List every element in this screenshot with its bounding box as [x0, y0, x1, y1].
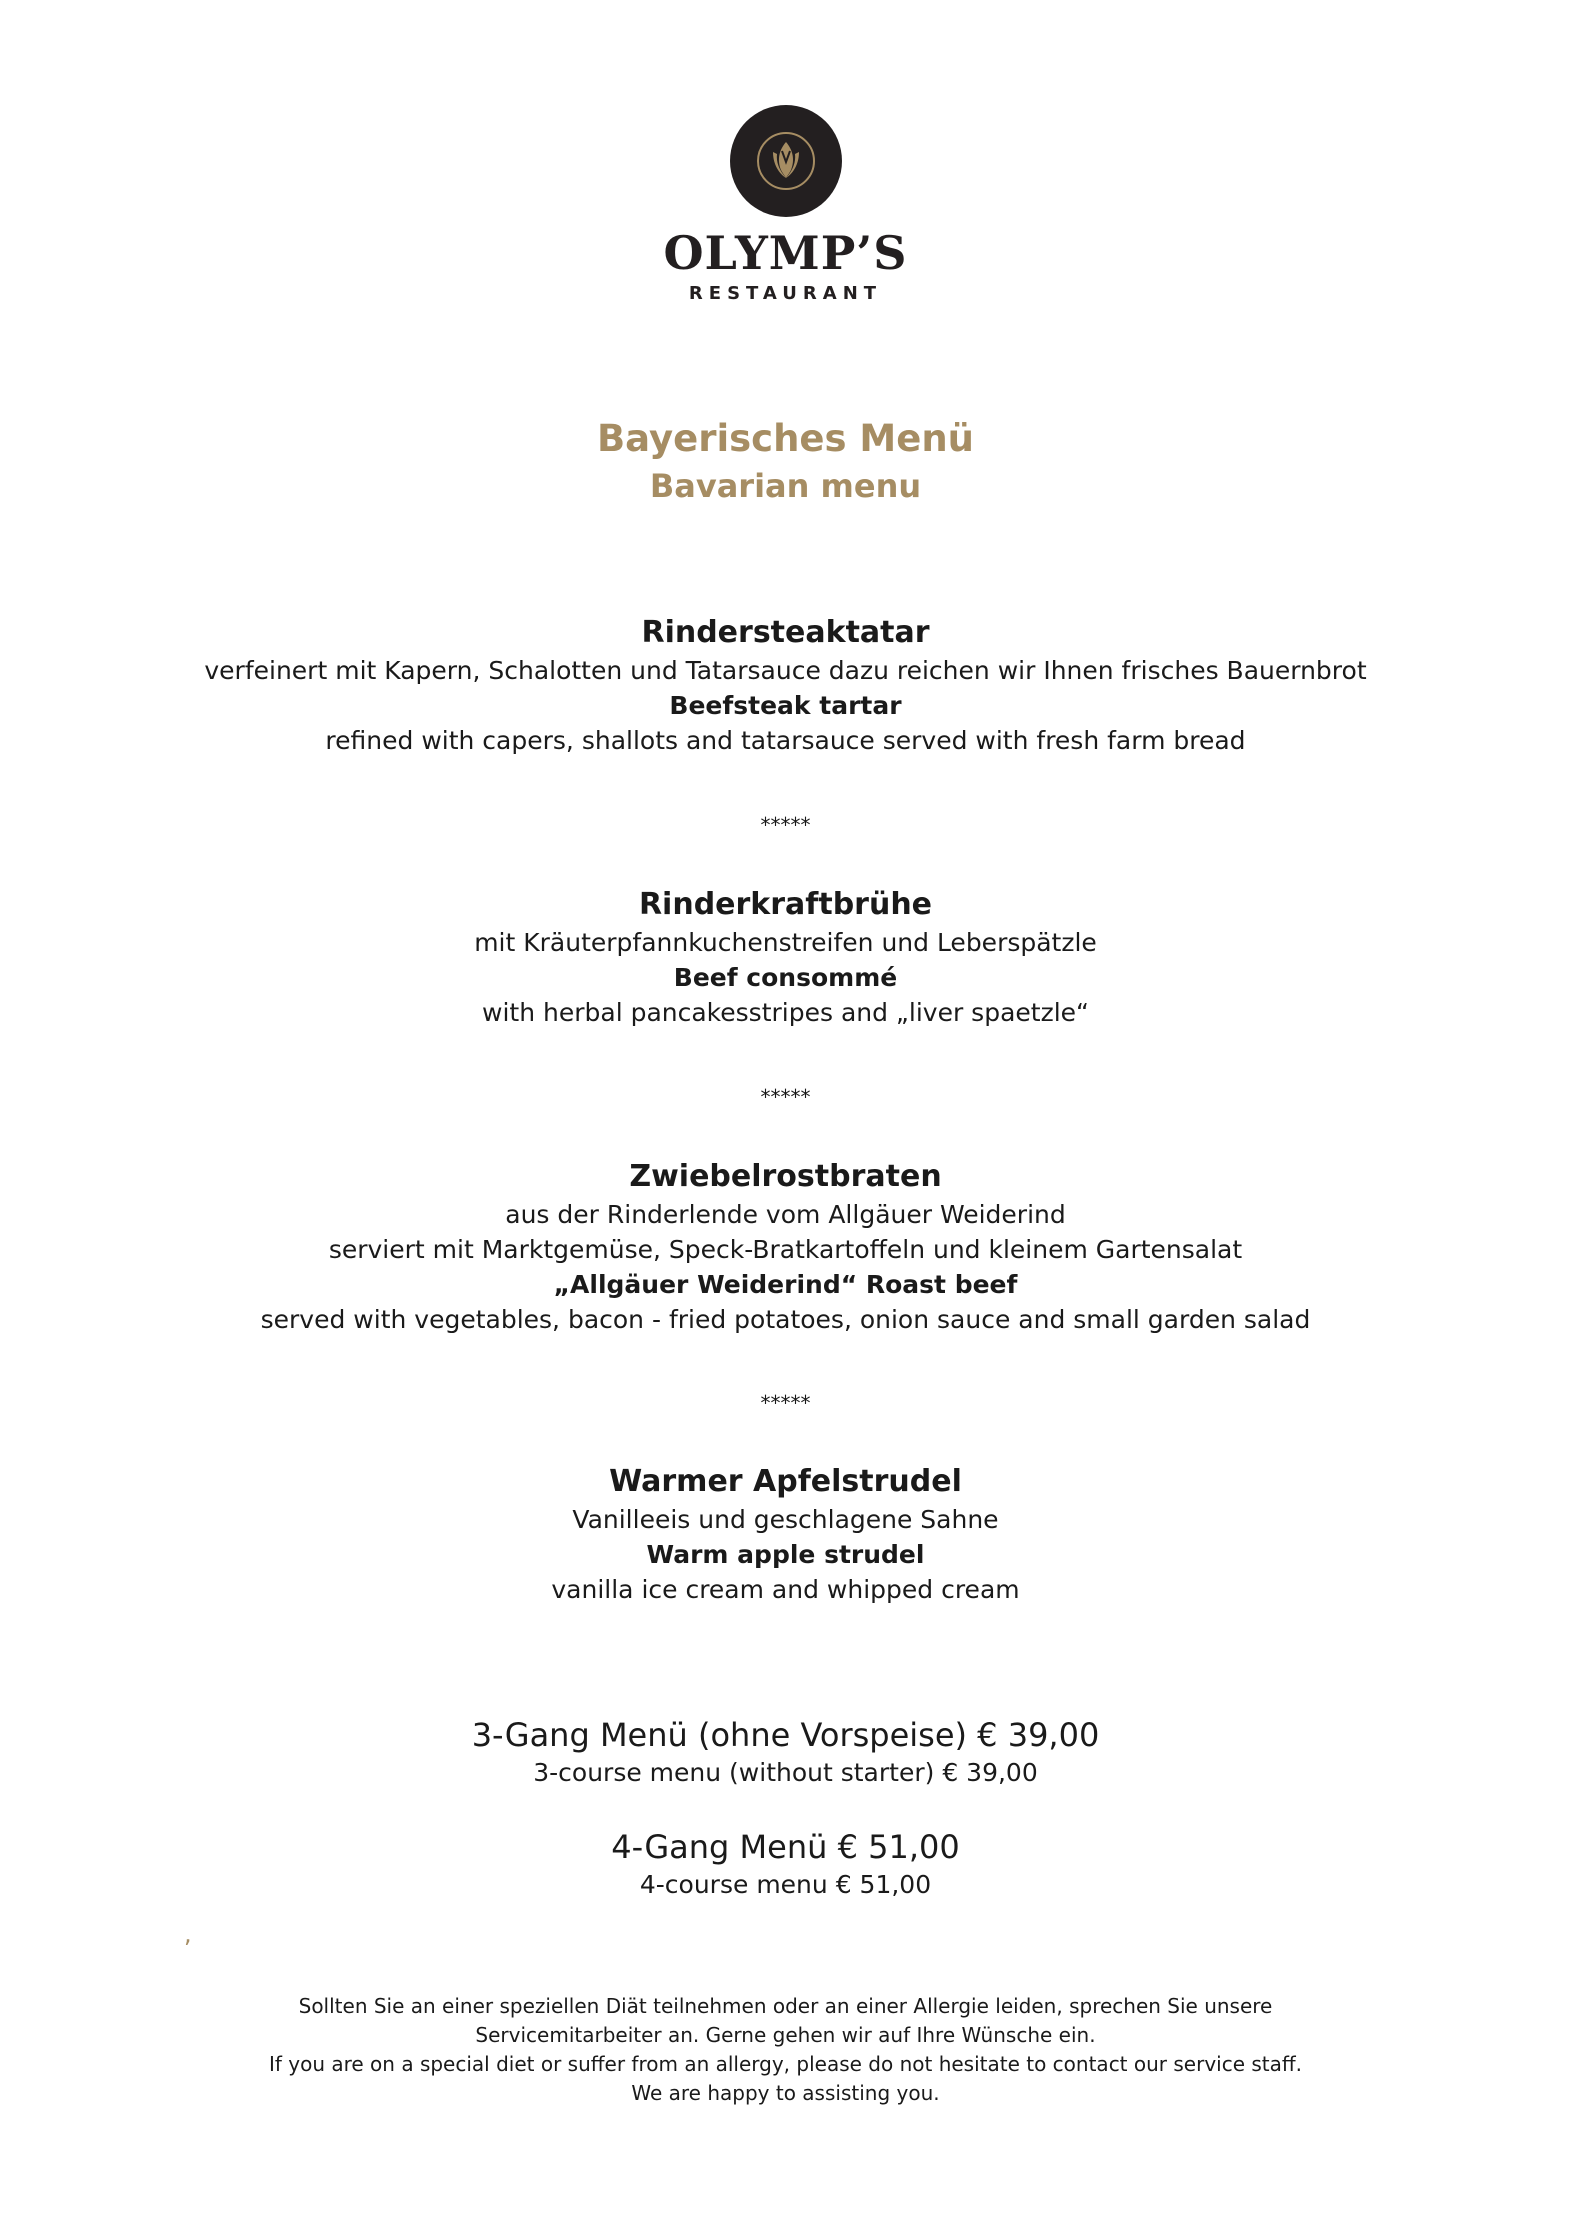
course-desc-de: Vanilleeis und geschlagene Sahne [572, 1505, 999, 1534]
course-name-en: Beefsteak tartar [669, 691, 902, 720]
course-starter [0, 613, 1571, 758]
course-separator: ***** [760, 813, 811, 837]
logo-subtitle: RESTAURANT [688, 282, 883, 304]
tulip-emblem-icon [729, 104, 843, 218]
price-4-course [0, 1826, 1571, 1902]
course-name-de: Zwiebelrostbraten [629, 1159, 942, 1194]
logo-name: OLYMP’S [663, 226, 908, 280]
course-desc-en: with herbal pancakesstripes and „liver spaetzle“ [482, 998, 1089, 1027]
allergy-notice-line: Sollten Sie an einer speziellen Diät teilnehmen oder an einer Allergie leiden, sprechen Sie unsere [298, 1994, 1273, 2018]
course-separator: ***** [760, 1391, 811, 1415]
course-desc-en: served with vegetables, bacon - fried potatoes, onion sauce and small garden salad [260, 1305, 1311, 1334]
allergy-notice-line: Servicemitarbeiter an. Gerne gehen wir auf Ihre Wünsche ein. [475, 2023, 1096, 2047]
course-soup [0, 885, 1571, 1030]
allergy-notice [0, 1992, 1571, 2108]
price-en: 4-course menu € 51,00 [639, 1870, 932, 1899]
course-dessert [0, 1462, 1571, 1607]
restaurant-logo [0, 104, 1571, 304]
course-name-en: Warm apple strudel [646, 1540, 925, 1569]
course-name-de: Rinderkraftbrühe [638, 887, 933, 922]
price-de: 4-Gang Menü € 51,00 [611, 1828, 960, 1866]
course-name-en: Beef consommé [673, 963, 898, 992]
menu-title-de: Bayerisches Menü [596, 417, 975, 460]
menu-title-en: Bavarian menu [649, 467, 922, 505]
course-desc-en: vanilla ice cream and whipped cream [551, 1575, 1020, 1604]
course-name-de: Rindersteaktatar [641, 615, 930, 650]
stray-mark: , [184, 1920, 192, 1948]
course-desc-de: serviert mit Marktgemüse, Speck-Bratkartoffeln und kleinem Gartensalat [328, 1235, 1243, 1264]
allergy-notice-line: If you are on a special diet or suffer from an allergy, please do not hesitate to contact our service staff. [268, 2052, 1303, 2076]
course-desc-de: mit Kräuterpfannkuchenstreifen und Leberspätzle [474, 928, 1097, 957]
allergy-notice-line: We are happy to assisting you. [631, 2081, 940, 2105]
course-desc-en: refined with capers, shallots and tatarsauce served with fresh farm bread [325, 726, 1246, 755]
price-en: 3-course menu (without starter) € 39,00 [533, 1758, 1038, 1787]
price-3-course [0, 1714, 1571, 1790]
price-de: 3-Gang Menü (ohne Vorspeise) € 39,00 [471, 1716, 1100, 1754]
course-name-en: „Allgäuer Weiderind“ Roast beef [553, 1270, 1018, 1299]
course-desc-de: aus der Rinderlende vom Allgäuer Weiderind [505, 1200, 1066, 1229]
course-separator: ***** [760, 1085, 811, 1109]
course-name-de: Warmer Apfelstrudel [609, 1464, 962, 1499]
course-desc-de: verfeinert mit Kapern, Schalotten und Tatarsauce dazu reichen wir Ihnen frisches Bauernbrot [204, 656, 1367, 685]
menu-title [0, 414, 1571, 508]
course-main [0, 1157, 1571, 1337]
